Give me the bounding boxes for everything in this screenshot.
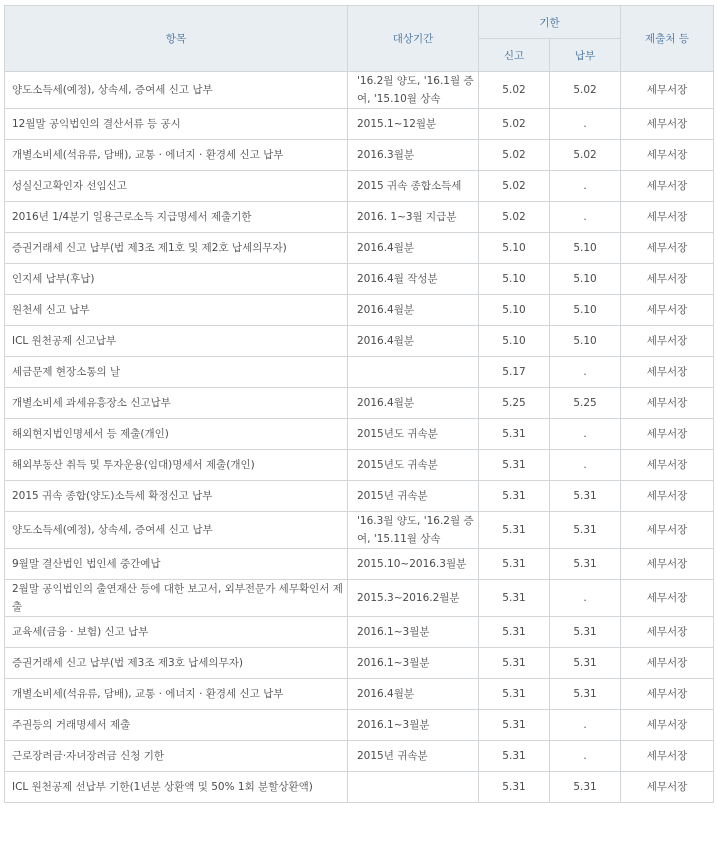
row-item: ICL 원천공제 선납부 기한(1년분 상환액 및 50% 1회 분할상환액) <box>5 772 348 803</box>
table-row <box>5 233 714 264</box>
row-report-date: 5.10 <box>479 264 550 295</box>
row-period: 2015.3~2016.2월분 <box>348 580 479 617</box>
row-item: 양도소득세(예정), 상속세, 증여세 신고 납부 <box>5 512 348 549</box>
row-payment-date: . <box>550 580 621 617</box>
table-row <box>5 357 714 388</box>
row-report-date: 5.31 <box>479 549 550 580</box>
row-report-date: 5.31 <box>479 419 550 450</box>
row-payment-date: 5.31 <box>550 549 621 580</box>
row-submit-office: 세무서장 <box>621 450 714 481</box>
row-report-date: 5.02 <box>479 171 550 202</box>
row-payment-date: 5.31 <box>550 481 621 512</box>
row-item: 주권등의 거래명세서 제출 <box>5 710 348 741</box>
row-submit-office: 세무서장 <box>621 679 714 710</box>
row-item: 성실신고확인자 선임신고 <box>5 171 348 202</box>
row-submit-office: 세무서장 <box>621 326 714 357</box>
row-report-date: 5.31 <box>479 648 550 679</box>
row-period: 2016. 1~3월 지급분 <box>348 202 479 233</box>
row-report-date: 5.31 <box>479 741 550 772</box>
row-payment-date: 5.10 <box>550 233 621 264</box>
row-item: ICL 원천공제 신고납부 <box>5 326 348 357</box>
row-submit-office: 세무서장 <box>621 772 714 803</box>
row-period: 2016.4월분 <box>348 326 479 357</box>
row-payment-date: 5.10 <box>550 326 621 357</box>
row-report-date: 5.10 <box>479 326 550 357</box>
row-submit-office: 세무서장 <box>621 580 714 617</box>
row-period: 2016.4월분 <box>348 233 479 264</box>
row-item: 교육세(금융 · 보험) 신고 납부 <box>5 617 348 648</box>
table-row <box>5 72 714 109</box>
row-payment-date: 5.31 <box>550 772 621 803</box>
row-report-date: 5.17 <box>479 357 550 388</box>
row-payment-date: 5.31 <box>550 617 621 648</box>
row-submit-office: 세무서장 <box>621 357 714 388</box>
row-period: 2015년도 귀속분 <box>348 419 479 450</box>
table-row <box>5 450 714 481</box>
row-submit-office: 세무서장 <box>621 481 714 512</box>
row-item: 해외부동산 취득 및 투자운용(임대)명세서 제출(개인) <box>5 450 348 481</box>
row-payment-date: 5.02 <box>550 140 621 171</box>
row-payment-date: . <box>550 357 621 388</box>
row-payment-date: 5.25 <box>550 388 621 419</box>
row-report-date: 5.31 <box>479 580 550 617</box>
row-report-date: 5.31 <box>479 512 550 549</box>
row-period: 2015년도 귀속분 <box>348 450 479 481</box>
row-item: 원천세 신고 납부 <box>5 295 348 326</box>
row-report-date: 5.25 <box>479 388 550 419</box>
row-payment-date: 5.31 <box>550 679 621 710</box>
table-row <box>5 326 714 357</box>
table-row <box>5 171 714 202</box>
row-submit-office: 세무서장 <box>621 741 714 772</box>
table-row <box>5 202 714 233</box>
row-report-date: 5.31 <box>479 679 550 710</box>
row-period: 2016.1~3월분 <box>348 710 479 741</box>
table-row <box>5 772 714 803</box>
row-report-date: 5.31 <box>479 772 550 803</box>
row-period: 2015.1~12월분 <box>348 109 479 140</box>
row-period: 2016.4월분 <box>348 388 479 419</box>
table-header <box>5 6 714 72</box>
header-submit-to: 제출처 등 <box>621 6 714 72</box>
row-report-date: 5.31 <box>479 617 550 648</box>
table-row <box>5 264 714 295</box>
row-period: 2016.3월분 <box>348 140 479 171</box>
row-submit-office: 세무서장 <box>621 295 714 326</box>
row-item: 세금문제 현장소통의 날 <box>5 357 348 388</box>
row-submit-office: 세무서장 <box>621 109 714 140</box>
row-payment-date: 5.10 <box>550 295 621 326</box>
row-payment-date: . <box>550 741 621 772</box>
row-submit-office: 세무서장 <box>621 419 714 450</box>
row-period: 2016.4월분 <box>348 679 479 710</box>
row-report-date: 5.10 <box>479 295 550 326</box>
row-item: 2015 귀속 종합(양도)소득세 확정신고 납부 <box>5 481 348 512</box>
table-body <box>5 72 714 803</box>
row-submit-office: 세무서장 <box>621 512 714 549</box>
row-submit-office: 세무서장 <box>621 233 714 264</box>
row-payment-date: . <box>550 419 621 450</box>
row-report-date: 5.02 <box>479 72 550 109</box>
row-report-date: 5.31 <box>479 481 550 512</box>
row-period: 2016.1~3월분 <box>348 648 479 679</box>
header-period: 대상기간 <box>348 6 479 72</box>
row-payment-date: . <box>550 202 621 233</box>
row-report-date: 5.31 <box>479 450 550 481</box>
table-row <box>5 580 714 617</box>
row-item: 9월말 결산법인 법인세 중간예납 <box>5 549 348 580</box>
table-row <box>5 388 714 419</box>
table-row <box>5 710 714 741</box>
row-item: 12월말 공익법인의 결산서류 등 공시 <box>5 109 348 140</box>
row-report-date: 5.10 <box>479 233 550 264</box>
row-period: 2015.10~2016.3월분 <box>348 549 479 580</box>
row-item: 인지세 납부(후납) <box>5 264 348 295</box>
row-submit-office: 세무서장 <box>621 710 714 741</box>
row-payment-date: 5.31 <box>550 512 621 549</box>
tax-schedule-table <box>4 5 714 803</box>
header-deadline: 기한 <box>479 6 621 39</box>
row-item: 양도소득세(예정), 상속세, 증여세 신고 납부 <box>5 72 348 109</box>
row-payment-date: 5.31 <box>550 648 621 679</box>
row-item: 2월말 공익법인의 출연재산 등에 대한 보고서, 외부전문가 세무확인서 제출 <box>5 580 348 617</box>
row-item: 증권거래세 신고 납부(법 제3조 제1호 및 제2호 납세의무자) <box>5 233 348 264</box>
row-period: 2015년 귀속분 <box>348 481 479 512</box>
row-submit-office: 세무서장 <box>621 264 714 295</box>
table-row <box>5 140 714 171</box>
row-item: 개별소비세(석유류, 담배), 교통 · 에너지 · 환경세 신고 납부 <box>5 140 348 171</box>
row-report-date: 5.02 <box>479 140 550 171</box>
table-row <box>5 741 714 772</box>
row-report-date: 5.31 <box>479 710 550 741</box>
row-period: 2016.4월분 <box>348 295 479 326</box>
row-submit-office: 세무서장 <box>621 202 714 233</box>
row-submit-office: 세무서장 <box>621 617 714 648</box>
row-item: 근로장려금·자녀장려금 신청 기한 <box>5 741 348 772</box>
table-row <box>5 419 714 450</box>
table-row <box>5 617 714 648</box>
row-payment-date: . <box>550 109 621 140</box>
row-period: '16.3월 양도, '16.2월 증여, '15.11월 상속 <box>348 512 479 549</box>
row-submit-office: 세무서장 <box>621 140 714 171</box>
row-payment-date: 5.10 <box>550 264 621 295</box>
row-period: 2015 귀속 종합소득세 <box>348 171 479 202</box>
table-row <box>5 679 714 710</box>
row-report-date: 5.02 <box>479 109 550 140</box>
header-payment: 납부 <box>550 39 621 72</box>
row-item: 증권거래세 신고 납부(법 제3조 제3호 납세의무자) <box>5 648 348 679</box>
table-row <box>5 512 714 549</box>
row-item: 2016년 1/4분기 일용근로소득 지급명세서 제출기한 <box>5 202 348 233</box>
table-row <box>5 481 714 512</box>
header-item: 항목 <box>5 6 348 72</box>
row-period: 2016.4월 작성분 <box>348 264 479 295</box>
row-period <box>348 772 479 803</box>
row-submit-office: 세무서장 <box>621 72 714 109</box>
table-row <box>5 648 714 679</box>
tax-schedule-container <box>4 5 713 803</box>
table-row <box>5 549 714 580</box>
row-item: 개별소비세 과세유흥장소 신고납부 <box>5 388 348 419</box>
row-period <box>348 357 479 388</box>
row-submit-office: 세무서장 <box>621 171 714 202</box>
row-period: '16.2월 양도, '16.1월 증여, '15.10월 상속 <box>348 72 479 109</box>
row-submit-office: 세무서장 <box>621 549 714 580</box>
row-period: 2016.1~3월분 <box>348 617 479 648</box>
row-report-date: 5.02 <box>479 202 550 233</box>
row-period: 2015년 귀속분 <box>348 741 479 772</box>
table-row <box>5 295 714 326</box>
row-item: 개별소비세(석유류, 담배), 교통 · 에너지 · 환경세 신고 납부 <box>5 679 348 710</box>
row-submit-office: 세무서장 <box>621 648 714 679</box>
row-payment-date: . <box>550 450 621 481</box>
table-row <box>5 109 714 140</box>
row-payment-date: 5.02 <box>550 72 621 109</box>
row-item: 해외현지법인명세서 등 제출(개인) <box>5 419 348 450</box>
row-payment-date: . <box>550 710 621 741</box>
header-report: 신고 <box>479 39 550 72</box>
row-submit-office: 세무서장 <box>621 388 714 419</box>
row-payment-date: . <box>550 171 621 202</box>
